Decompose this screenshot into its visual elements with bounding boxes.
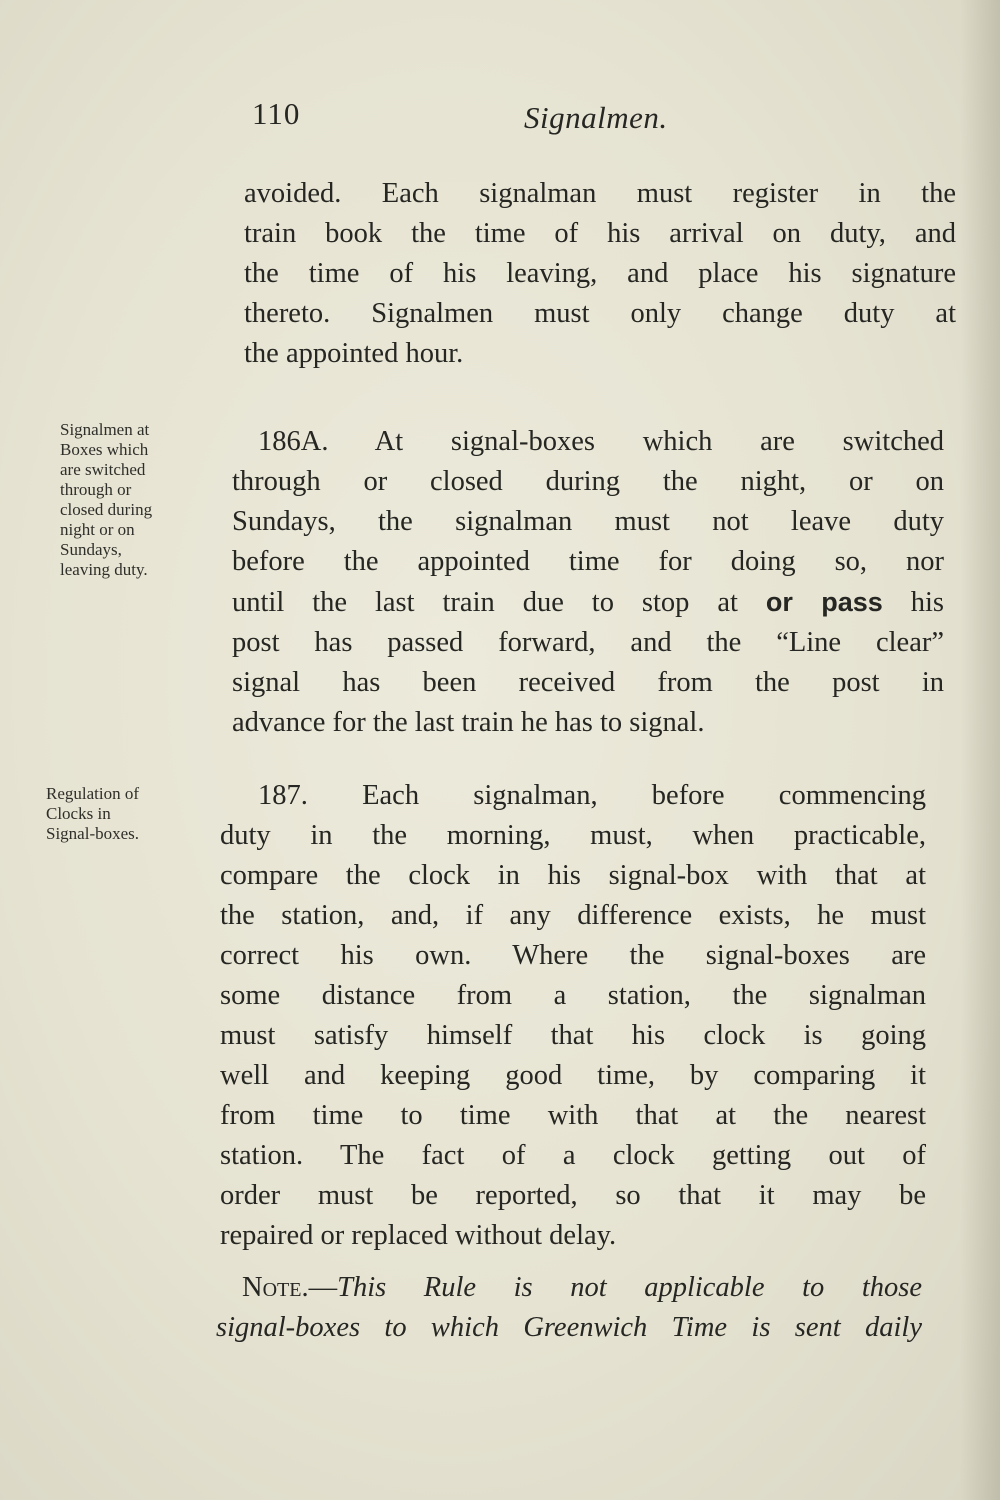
text-line: 187. Each signalman, before commencing (258, 780, 927, 811)
margin-note-clocks (46, 784, 139, 844)
page-number: 110 (252, 96, 301, 131)
text-line: through or closed during the night, or on (232, 466, 944, 497)
rule-number: 187. (258, 780, 308, 811)
bold-phrase: or pass (765, 587, 883, 617)
rule-number: 186A. (258, 426, 329, 457)
text-line: until the last train due to stop at or pass his (232, 587, 944, 618)
margin-note-line: Boxes which (60, 440, 149, 459)
text-line: post has passed forward, and the “Line clear” (232, 627, 944, 658)
text-line: Sundays, the signalman must not leave duty (232, 506, 944, 537)
text-line: order must be reported, so that it may be (220, 1180, 926, 1211)
paragraph-continuation (244, 174, 956, 374)
text-line: thereto. Signalmen must only change duty at (244, 298, 956, 329)
rule-186a (232, 422, 944, 743)
text-line: correct his own. Where the signal-boxes are (220, 940, 926, 971)
text-line: signal has been received from the post in (232, 667, 944, 698)
margin-note-line: leaving duty. (60, 560, 148, 579)
margin-note-line: through or (60, 480, 132, 499)
text-line: must satisfy himself that his clock is going (220, 1020, 926, 1051)
text-line: repaired or replaced without delay. (220, 1220, 617, 1251)
margin-note-line: night or on (60, 520, 135, 539)
margin-note-line: are switched (60, 460, 146, 479)
text-line: 186A. At signal-boxes which are switched (258, 426, 944, 457)
text-line: before the appointed time for doing so, nor (232, 546, 944, 577)
margin-note-line: Signalmen at (60, 420, 150, 439)
text-line: signal-boxes to which Greenwich Time is sent daily (216, 1312, 922, 1343)
note-label: Note. (242, 1272, 309, 1303)
running-title: Signalmen. (524, 100, 668, 135)
margin-note-line: closed during (60, 500, 153, 519)
margin-note-switched-boxes (60, 420, 152, 580)
margin-note-line: Sundays, (60, 540, 122, 559)
text-line: compare the clock in his signal-box with that at (220, 860, 926, 891)
text-line: station. The fact of a clock getting out of (220, 1140, 926, 1171)
text-line: the time of his leaving, and place his signature (244, 258, 956, 289)
text-line: Note.—This Rule is not applicable to those (242, 1272, 922, 1303)
text-line: the appointed hour. (244, 338, 464, 369)
text-line: avoided. Each signalman must register in the (244, 178, 956, 209)
page-header (0, 96, 1000, 146)
text-line: advance for the last train he has to signal. (232, 707, 705, 738)
text-line: the station, and, if any difference exists, he must (220, 900, 926, 931)
text-line: train book the time of his arrival on duty, and (244, 218, 956, 249)
text-line: from time to time with that at the nearest (220, 1100, 926, 1131)
text-line: some distance from a station, the signalman (220, 980, 926, 1011)
text-line: well and keeping good time, by comparing it (220, 1060, 926, 1091)
note-paragraph (216, 1268, 922, 1348)
margin-note-line: Clocks in (46, 804, 111, 823)
text-line: duty in the morning, must, when practicable, (220, 820, 926, 851)
rule-187 (220, 776, 926, 1256)
margin-note-line: Signal-boxes. (46, 824, 140, 843)
margin-note-line: Regulation of (46, 784, 140, 803)
